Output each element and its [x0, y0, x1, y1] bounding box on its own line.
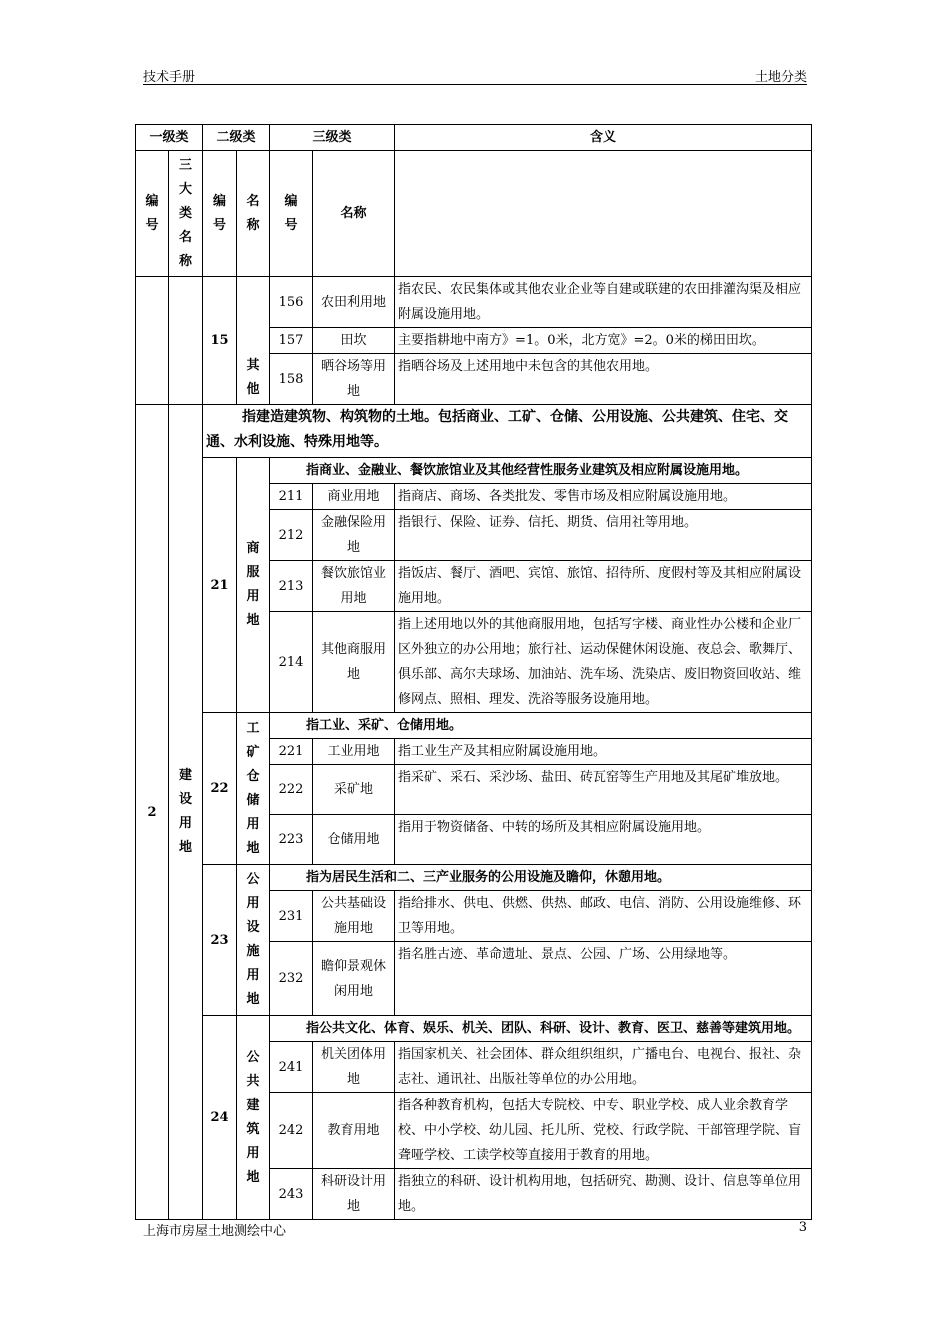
h2-code2-text: 编 号 — [213, 193, 227, 233]
g15-code: 15 — [203, 277, 237, 405]
table-row — [136, 405, 812, 458]
row-code: 213 — [270, 561, 313, 612]
row-desc: 指上述用地以外的其他商服用地，包括写字楼、商业性办公楼和企业厂区外独立的办公用地；旅行社、运动保健休闲设施、夜总会、歌舞厅、俱乐部、高尔夫球场、加油站、洗车场、洗染店、废旧物资回收站、维修网点、照相、理发、洗浴等服务设施用地。 — [395, 612, 812, 713]
h2-code3 — [270, 151, 313, 277]
level2-header: 二级类 — [203, 125, 270, 151]
row-desc: 指工业生产及其相应附属设施用地。 — [395, 739, 812, 765]
row-code: 241 — [270, 1042, 313, 1093]
page-number: 3 — [798, 1220, 807, 1235]
g15-name-text: 其 他 — [246, 358, 260, 397]
g21-name-text: 商 服 用 地 — [246, 541, 260, 628]
row-name: 科研设计用地 — [313, 1169, 395, 1220]
g22-name-text: 工 矿 仓 储 用 地 — [246, 720, 260, 856]
row-name: 机关团体用地 — [313, 1042, 395, 1093]
header-rule — [143, 84, 807, 85]
header-left: 技术手册 — [143, 70, 196, 85]
g22-code: 22 — [203, 713, 237, 865]
g24-desc: 指公共文化、体育、娱乐、机关、团队、科研、设计、教育、医卫、慈善等建筑用地。 — [270, 1016, 812, 1042]
h2-name2-text: 名 称 — [246, 193, 260, 233]
row-desc: 指给排水、供电、供燃、供热、邮政、电信、消防、公用设施维修、环卫等用地。 — [395, 891, 812, 942]
h2-name1 — [169, 151, 203, 277]
g23-desc: 指为居民生活和二、三产业服务的公用设施及瞻仰，休憩用地。 — [270, 865, 812, 891]
h2-code2 — [203, 151, 237, 277]
row-code: 212 — [270, 510, 313, 561]
row-desc: 指国家机关、社会团体、群众组织组织，广播电台、电视台、报社、杂志社、通讯社、出版社等单位的办公用地。 — [395, 1042, 812, 1093]
row-code: 223 — [270, 815, 313, 865]
h2-name1-text: 三 大 类 名 称 — [179, 157, 193, 269]
row-name: 教育用地 — [313, 1093, 395, 1169]
g23-name — [237, 865, 270, 1016]
cat2-desc: 指建造建筑物、构筑物的土地。包括商业、工矿、仓储、公用设施、公共建筑、住宅、交通、水利设施、特殊用地等。 — [203, 405, 812, 458]
row-code: 222 — [270, 765, 313, 815]
cat2-code: 2 — [136, 405, 169, 1220]
row-name: 晒谷场等用地 — [313, 354, 395, 405]
row-name: 采矿地 — [313, 765, 395, 815]
table-row — [136, 865, 812, 891]
row-desc: 指名胜古迹、革命遗址、景点、公园、广场、公用绿地等。 — [395, 942, 812, 1016]
row-desc: 指晒谷场及上述用地中未包含的其他农用地。 — [395, 354, 812, 405]
row-name: 瞻仰景观休闲用地 — [313, 942, 395, 1016]
empty-cell — [136, 277, 169, 405]
g23-name-text: 公 用 设 施 用 地 — [246, 872, 260, 1007]
cat2-name — [169, 405, 203, 1220]
row-code: 158 — [270, 354, 313, 405]
row-desc: 指商店、商场、各类批发、零售市场及相应附属设施用地。 — [395, 484, 812, 510]
row-code: 211 — [270, 484, 313, 510]
row-name: 农田利用地 — [313, 277, 395, 328]
row-desc: 指银行、保险、证券、信托、期货、信用社等用地。 — [395, 510, 812, 561]
h2-meaning — [395, 151, 812, 277]
row-name: 公共基础设施用地 — [313, 891, 395, 942]
row-desc: 指饭店、餐厅、酒吧、宾馆、旅馆、招待所、度假村等及其相应附属设施用地。 — [395, 561, 812, 612]
header-row-2 — [136, 151, 812, 277]
g21-code: 21 — [203, 458, 237, 713]
g22-desc: 指工业、采矿、仓储用地。 — [270, 713, 812, 739]
g21-desc: 指商业、金融业、餐饮旅馆业及其他经营性服务业建筑及相应附属设施用地。 — [270, 458, 812, 484]
table-row — [136, 277, 812, 328]
footer-left: 上海市房屋土地测绘中心 — [143, 1224, 287, 1239]
h2-code1 — [136, 151, 169, 277]
row-code: 157 — [270, 328, 313, 354]
table-row — [136, 1016, 812, 1042]
row-name: 其他商服用地 — [313, 612, 395, 713]
row-code: 232 — [270, 942, 313, 1016]
h2-code1-text: 编 号 — [145, 193, 159, 233]
row-desc: 指用于物资储备、中转的场所及其相应附属设施用地。 — [395, 815, 812, 865]
row-name: 仓储用地 — [313, 815, 395, 865]
row-code: 156 — [270, 277, 313, 328]
row-name: 商业用地 — [313, 484, 395, 510]
row-code: 242 — [270, 1093, 313, 1169]
g24-name-text: 公 共 建 筑 用 地 — [246, 1049, 260, 1185]
g23-code: 23 — [203, 865, 237, 1016]
header-row-1 — [136, 125, 812, 151]
row-code: 231 — [270, 891, 313, 942]
row-code: 243 — [270, 1169, 313, 1220]
table-row — [136, 713, 812, 739]
h2-code3-text: 编 号 — [284, 193, 298, 233]
row-desc: 指各种教育机构，包括大专院校、中专、职业学校、成人业余教育学校、中小学校、幼儿园、托儿所、党校、行政学院、干部管理学院、盲聋哑学校、工读学校等直接用于教育的用地。 — [395, 1093, 812, 1169]
empty-cell — [169, 277, 203, 405]
g24-name — [237, 1016, 270, 1220]
row-desc: 指独立的科研、设计机构用地，包括研究、勘测、设计、信息等单位用地。 — [395, 1169, 812, 1220]
row-desc: 指采矿、采石、采沙场、盐田、砖瓦窑等生产用地及其尾矿堆放地。 — [395, 765, 812, 815]
row-name: 田坎 — [313, 328, 395, 354]
row-code: 221 — [270, 739, 313, 765]
header-right: 土地分类 — [754, 70, 807, 85]
g22-name — [237, 713, 270, 865]
g24-code: 24 — [203, 1016, 237, 1220]
row-name: 金融保险用地 — [313, 510, 395, 561]
row-desc: 主要指耕地中南方》=1。0米，北方宽》=2。0米的梯田田坎。 — [395, 328, 812, 354]
row-desc: 指农民、农民集体或其他农业企业等自建或联建的农田排灌沟渠及相应附属设施用地。 — [395, 277, 812, 328]
table-row — [136, 458, 812, 484]
h2-name3: 名称 — [313, 151, 395, 277]
g21-name — [237, 458, 270, 713]
meaning-header: 含义 — [395, 125, 812, 151]
h2-name2 — [237, 151, 270, 277]
g15-name — [237, 277, 270, 405]
cat2-name-text: 建 设 用 地 — [179, 768, 193, 855]
level1-header: 一级类 — [136, 125, 203, 151]
row-name: 餐饮旅馆业用地 — [313, 561, 395, 612]
land-classification-table — [135, 124, 812, 1220]
level3-header: 三级类 — [270, 125, 395, 151]
row-name: 工业用地 — [313, 739, 395, 765]
row-code: 214 — [270, 612, 313, 713]
